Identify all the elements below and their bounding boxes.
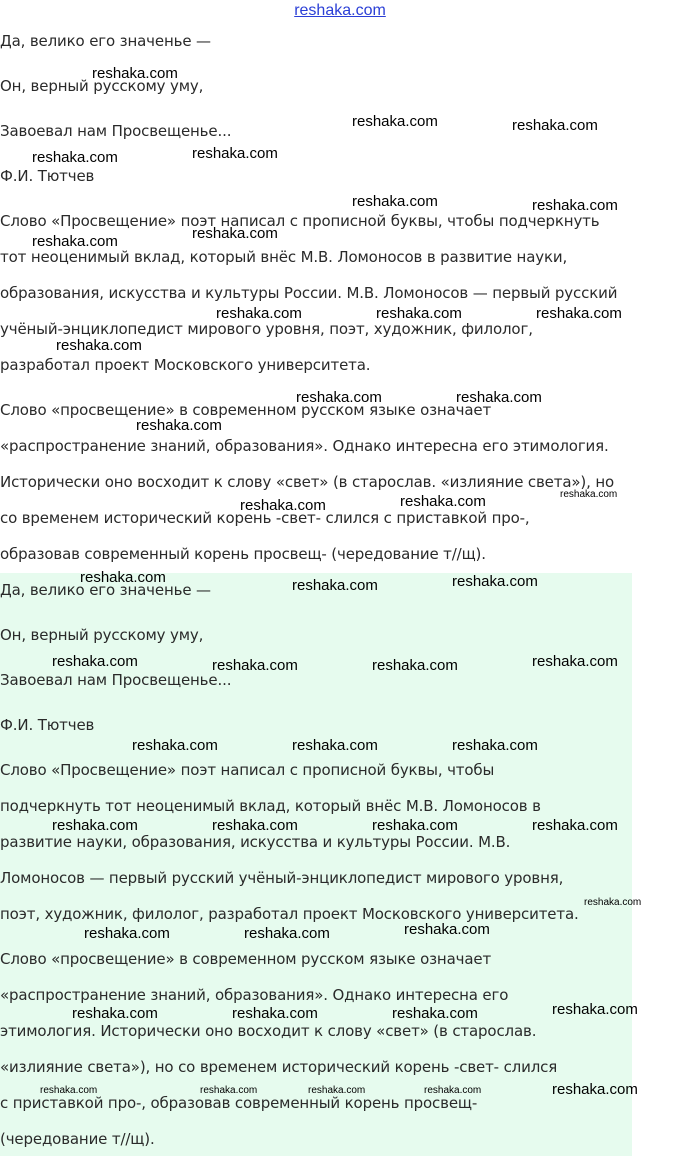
watermark: reshaka.com (352, 193, 438, 210)
watermark: reshaka.com (552, 1081, 638, 1098)
paragraph-line: Исторически оно восходит к слову «свет» (в старослав. «излияние света»), но (0, 473, 615, 491)
poem-line: Да, велико его значенье — (0, 32, 211, 50)
watermark: reshaka.com (212, 657, 298, 674)
watermark: reshaka.com (532, 197, 618, 214)
paragraph-line: развитие науки, образования, искусства и культуры России. М.В. (0, 833, 511, 851)
watermark: reshaka.com (32, 149, 118, 166)
watermark: reshaka.com (560, 489, 618, 500)
watermark: reshaka.com (296, 389, 382, 406)
watermark: reshaka.com (72, 1005, 158, 1022)
watermark: reshaka.com (192, 225, 278, 242)
paragraph-line: тот неоценимый вклад, который внёс М.В. Ломоносов в развитие науки, (0, 248, 568, 266)
poem-line: Да, велико его значенье — (0, 581, 211, 599)
watermark: reshaka.com (352, 113, 438, 130)
watermark: reshaka.com (404, 921, 490, 938)
paragraph-line: подчеркнуть тот неоценимый вклад, который внёс М.В. Ломоносов в (0, 797, 541, 815)
poem-author: Ф.И. Тютчев (0, 167, 95, 185)
watermark: reshaka.com (372, 657, 458, 674)
watermark: reshaka.com (32, 233, 118, 250)
watermark: reshaka.com (512, 117, 598, 134)
watermark: reshaka.com (400, 493, 486, 510)
poem-author: Ф.И. Тютчев (0, 716, 95, 734)
paragraph-line: образовав современный корень просвещ- (чередование т//щ). (0, 545, 486, 563)
watermark: reshaka.com (52, 653, 138, 670)
watermark: reshaka.com (392, 1005, 478, 1022)
poem-line: Он, верный русскому уму, (0, 626, 204, 644)
poem-line: Завоевал нам Просвещенье... (0, 122, 232, 140)
paragraph-line: Слово «Просвещение» поэт написал с прописной буквы, чтобы (0, 761, 495, 779)
paragraph-line: со временем исторический корень -свет- слился с приставкой про-, (0, 509, 530, 527)
watermark: reshaka.com (456, 389, 542, 406)
paragraph-line: разработал проект Московского университета. (0, 356, 371, 374)
watermark: reshaka.com (56, 337, 142, 354)
paragraph-line: «распространение знаний, образования». Однако интересна его (0, 986, 509, 1004)
watermark: reshaka.com (452, 737, 538, 754)
watermark: reshaka.com (52, 817, 138, 834)
watermark: reshaka.com (584, 897, 642, 908)
site-link[interactable]: reshaka.com (294, 2, 386, 19)
watermark: reshaka.com (292, 737, 378, 754)
watermark: reshaka.com (452, 573, 538, 590)
paragraph-line: образования, искусства и культуры России. М.В. Ломоносов — первый русский (0, 284, 618, 302)
poem-line: Завоевал нам Просвещенье... (0, 671, 232, 689)
watermark: reshaka.com (240, 497, 326, 514)
watermark: reshaka.com (532, 817, 618, 834)
paragraph-line: с приставкой про-, образовав современный корень просвещ- (0, 1094, 478, 1112)
watermark: reshaka.com (292, 577, 378, 594)
paragraph-line: Слово «просвещение» в современном русском языке означает (0, 950, 492, 968)
watermark: reshaka.com (244, 925, 330, 942)
poem-line: Он, верный русскому уму, (0, 77, 204, 95)
watermark: reshaka.com (136, 417, 222, 434)
original-text-block (0, 0, 680, 573)
watermark: reshaka.com (372, 817, 458, 834)
watermark: reshaka.com (376, 305, 462, 322)
paragraph-line: поэт, художник, филолог, разработал проект Московского университета. (0, 905, 579, 923)
watermark: reshaka.com (212, 817, 298, 834)
paragraph-line: Слово «просвещение» в современном русском языке означает (0, 401, 492, 419)
paragraph-line: «излияние света»), но со временем исторический корень -свет- слился (0, 1058, 558, 1076)
watermark: reshaka.com (132, 737, 218, 754)
watermark: reshaka.com (424, 1085, 482, 1096)
watermark: reshaka.com (92, 65, 178, 82)
watermark: reshaka.com (40, 1085, 98, 1096)
watermark: reshaka.com (80, 569, 166, 586)
watermark: reshaka.com (232, 1005, 318, 1022)
watermark: reshaka.com (532, 653, 618, 670)
watermark: reshaka.com (536, 305, 622, 322)
paragraph-line: Слово «Просвещение» поэт написал с прописной буквы, чтобы подчеркнуть (0, 212, 600, 230)
watermark: reshaka.com (200, 1085, 258, 1096)
watermark: reshaka.com (192, 145, 278, 162)
paragraph-line: учёный-энциклопедист мирового уровня, поэт, художник, филолог, (0, 320, 533, 338)
paragraph-line: (чередование т//щ). (0, 1130, 155, 1148)
watermark: reshaka.com (84, 925, 170, 942)
paragraph-line: «распространение знаний, образования». Однако интересна его этимология. (0, 437, 609, 455)
watermark: reshaka.com (216, 305, 302, 322)
watermark: reshaka.com (552, 1001, 638, 1018)
paragraph-line: этимология. Исторически оно восходит к слову «свет» (в старослав. (0, 1022, 537, 1040)
watermark: reshaka.com (308, 1085, 366, 1096)
paragraph-line: Ломоносов — первый русский учёный-энциклопедист мирового уровня, (0, 869, 564, 887)
